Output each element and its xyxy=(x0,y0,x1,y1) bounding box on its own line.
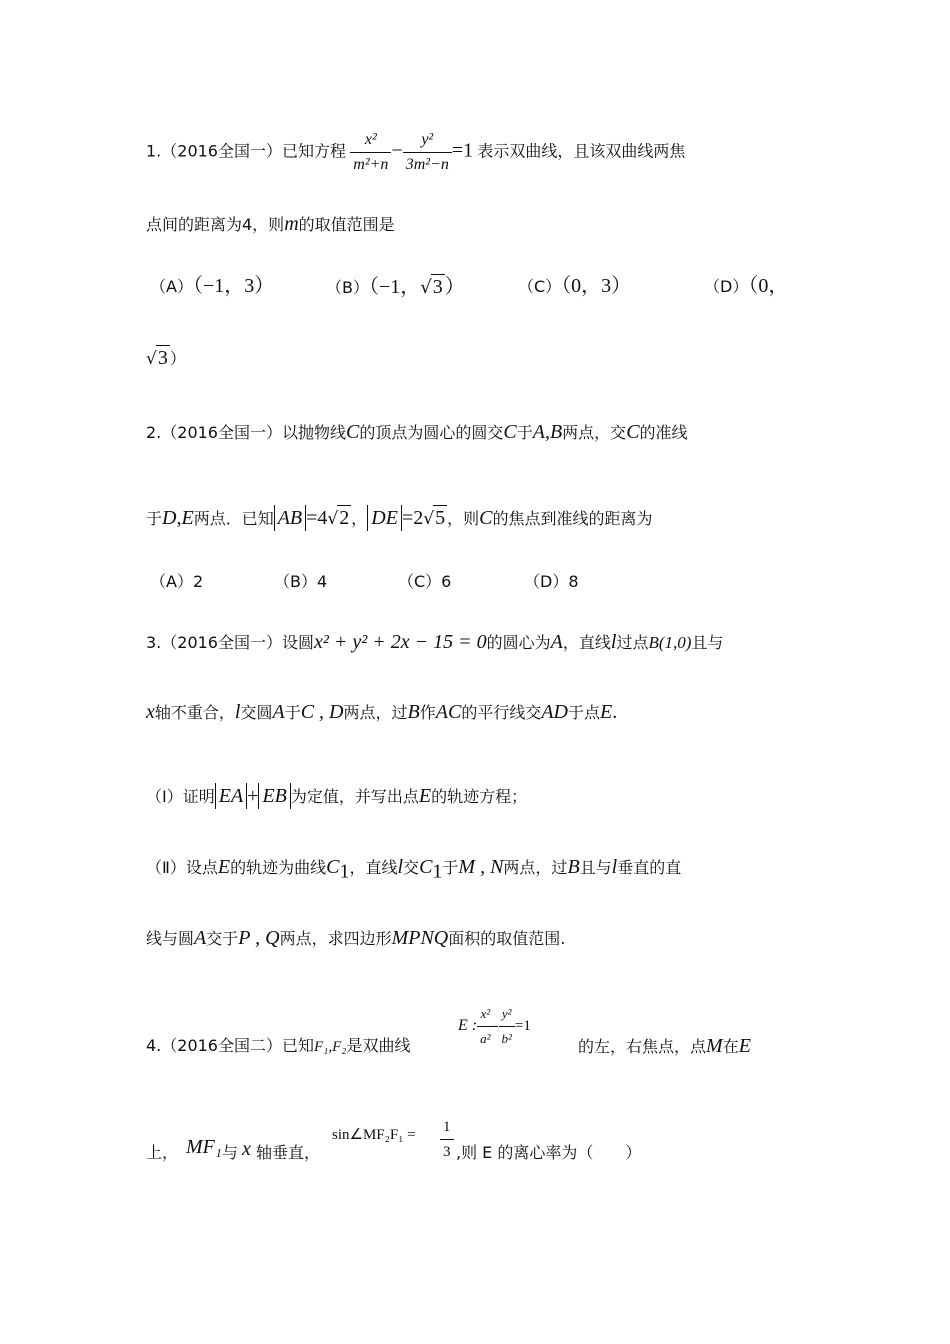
absolute-value: AB xyxy=(274,505,306,531)
problem-1-line-1 xyxy=(146,128,810,177)
sqrt-symbol: √ xyxy=(423,509,435,529)
fraction xyxy=(440,1115,454,1164)
subscript: 1 xyxy=(339,860,350,883)
part-label: （Ⅰ）证明 xyxy=(146,787,215,806)
equation-rhs: =1 xyxy=(514,1017,531,1034)
hyperbola-equation xyxy=(458,1002,531,1051)
problem-text: 的圆心为 xyxy=(486,633,551,652)
problem-4-line-1 xyxy=(146,1006,810,1080)
option-value: （−1，3） xyxy=(192,275,275,297)
fraction-denominator: 3 xyxy=(443,1144,451,1160)
math-var: C xyxy=(419,856,433,878)
problem-number: 3. xyxy=(146,633,162,652)
problem-text: ，直线 xyxy=(562,633,611,652)
problem-source: （2016全国一） xyxy=(161,633,282,652)
fraction-numerator: 1 xyxy=(440,1115,454,1140)
math-var: MPNQ xyxy=(391,927,449,949)
problem-text: 的顶点为圆心的圆交 xyxy=(359,423,504,442)
math-var: C xyxy=(626,421,640,443)
math-var: F₁,F₂ xyxy=(314,1039,347,1055)
fraction xyxy=(477,1002,493,1051)
problem-text: 于 xyxy=(516,423,533,442)
math-var: A xyxy=(532,421,545,443)
problem-text: 两点．已知 xyxy=(193,509,274,528)
option-a xyxy=(150,274,274,299)
problem-text: 表示双曲线，且该双曲线两焦 xyxy=(477,141,686,161)
problem-number: 1. xyxy=(146,141,162,161)
fraction xyxy=(499,1002,515,1051)
problem-text: 两点，交 xyxy=(562,423,627,442)
math-var: E xyxy=(738,1035,751,1057)
problem-text: 交 xyxy=(403,858,420,877)
math-var: C , D xyxy=(300,701,344,723)
math-var: C xyxy=(503,421,517,443)
problem-4-line-2 xyxy=(146,1115,810,1175)
problem-1-option-d-cont xyxy=(146,345,810,371)
problem-text: 轴不重合， xyxy=(154,703,235,722)
sqrt-radicand: 2 xyxy=(339,507,350,529)
fraction-numerator: y² xyxy=(499,1002,515,1027)
math-var: A xyxy=(550,631,563,653)
problem-source: （2016全国二） xyxy=(161,1036,282,1055)
minus-sign: - xyxy=(493,1017,499,1034)
period: . xyxy=(612,701,618,723)
problem-text: 两点，过 xyxy=(343,703,408,722)
math-var: M , N xyxy=(458,856,504,878)
math-var: x xyxy=(242,1138,251,1160)
problem-text: 面积的取值范围. xyxy=(448,929,566,948)
math-var: E xyxy=(181,507,194,529)
problem-text: 的取值范围是 xyxy=(298,215,395,234)
problem-text: 以抛物线 xyxy=(282,423,347,442)
option-label: （D） xyxy=(704,277,749,296)
option-d xyxy=(704,274,788,299)
problem-text: 的轨迹为曲线 xyxy=(230,858,327,877)
math-var: l xyxy=(397,856,404,878)
option-value: ） xyxy=(444,276,465,298)
subscript: 1 xyxy=(432,860,443,883)
problem-text: 与 xyxy=(222,1143,239,1162)
problem-text: 为定值，并写出点 xyxy=(290,787,419,806)
problem-number: 4. xyxy=(146,1036,162,1055)
option-b xyxy=(326,274,465,300)
option-d: （D）8 xyxy=(524,572,579,591)
fraction xyxy=(403,128,452,177)
problem-4-intro-end xyxy=(578,1034,751,1059)
option-label: （A） xyxy=(150,277,193,296)
math-var: B xyxy=(407,701,420,723)
problem-text: 作 xyxy=(419,703,436,722)
equals-value: =2 xyxy=(401,507,424,529)
math-var: E xyxy=(600,701,613,723)
fraction-denominator: a² xyxy=(480,1031,491,1046)
problem-text: 于 xyxy=(442,858,459,877)
problem-source: （2016全国一） xyxy=(161,423,282,442)
problem-text: 上， xyxy=(146,1143,179,1162)
problem-text: 且与 xyxy=(579,858,612,877)
problem-text: 于 xyxy=(146,509,163,528)
sqrt-symbol: √ xyxy=(420,277,432,298)
fraction-numerator: x² xyxy=(350,128,391,153)
problem-3-last-line xyxy=(146,926,810,951)
math-var: MF₁ xyxy=(186,1136,222,1158)
sqrt-radicand: 5 xyxy=(435,507,446,529)
option-a: （A）2 xyxy=(150,572,204,591)
math-var: B xyxy=(549,421,563,443)
problem-text: 已知 xyxy=(282,1036,315,1055)
option-value: （0， xyxy=(748,275,789,297)
option-label: （C） xyxy=(518,277,562,296)
problem-text: ，直线 xyxy=(349,858,398,877)
problem-text: 点间的距离为4，则 xyxy=(146,215,285,234)
fraction-numerator: y² xyxy=(403,128,452,153)
problem-text: 在 xyxy=(722,1037,739,1056)
problem-text: 且与 xyxy=(691,633,724,652)
option-value: （−1， xyxy=(368,276,421,298)
math-var: P , Q xyxy=(238,927,280,949)
problem-3-part-1 xyxy=(146,783,810,809)
problem-text: 过点 xyxy=(616,633,649,652)
problem-text: ,则 E 的离心率为（ ） xyxy=(456,1143,642,1162)
problem-text: 的准线 xyxy=(639,423,688,442)
math-var: AD xyxy=(541,701,569,723)
option-value: （0，3） xyxy=(561,275,632,297)
problem-text: 的左，右焦点，点 xyxy=(578,1037,707,1056)
fraction-denominator: m²+n xyxy=(353,156,389,173)
absolute-value: EA xyxy=(215,783,247,809)
problem-text: 两点，过 xyxy=(503,858,568,877)
minus-sign: − xyxy=(391,139,403,162)
math-var: C xyxy=(346,421,360,443)
problem-number: 2. xyxy=(146,423,162,442)
problem-text: 于 xyxy=(284,703,301,722)
sine-expression: sin∠MF₂F₁ = xyxy=(332,1127,416,1143)
problem-text: ，则 xyxy=(447,509,480,528)
separator: ， xyxy=(351,509,368,528)
absolute-value: DE xyxy=(367,505,402,531)
math-var: l xyxy=(610,631,617,653)
math-var: A xyxy=(272,701,285,723)
math-var: D xyxy=(162,507,177,529)
fraction xyxy=(350,128,391,177)
math-var: AC xyxy=(435,701,462,723)
fraction-denominator: 3m²−n xyxy=(405,156,449,173)
sqrt-symbol: √ xyxy=(146,349,157,369)
math-var: l xyxy=(234,701,241,723)
equation-rhs: =1 xyxy=(451,139,474,162)
math-var: E xyxy=(418,785,432,807)
math-var: m xyxy=(284,213,299,235)
problem-text: 的平行线交 xyxy=(461,703,542,722)
problem-text: 是双曲线 xyxy=(346,1036,411,1055)
fraction-numerator: x² xyxy=(477,1002,493,1027)
problem-3-part-2 xyxy=(146,855,810,883)
problem-1-line-2 xyxy=(146,212,810,237)
problem-text: 于点 xyxy=(568,703,601,722)
problem-text: 轴垂直， xyxy=(256,1143,321,1162)
problem-source: （2016全国一） xyxy=(161,141,282,161)
problem-text: 线与圆 xyxy=(146,929,195,948)
circle-equation: x² + y² + 2x − 15 = 0 xyxy=(314,631,487,653)
option-value: ） xyxy=(169,349,186,368)
fraction-denominator: b² xyxy=(501,1031,512,1046)
option-c: （C）6 xyxy=(398,572,452,591)
math-comma: , xyxy=(176,507,182,529)
problem-3-line-1 xyxy=(146,630,810,655)
sqrt-radicand: 3 xyxy=(432,276,443,298)
problem-4-intro xyxy=(146,1034,411,1059)
sqrt-radicand: 3 xyxy=(157,347,168,369)
problem-text: 交圆 xyxy=(240,703,273,722)
equals-value: =4 xyxy=(306,507,328,529)
plus-sign: + xyxy=(247,785,259,807)
problem-text: 两点，求四边形 xyxy=(279,929,392,948)
sqrt-symbol: √ xyxy=(327,509,339,529)
absolute-value: EB xyxy=(258,783,290,809)
math-var: C xyxy=(479,507,493,529)
problem-text: 垂直的直 xyxy=(617,858,682,877)
option-b: （B）4 xyxy=(274,572,328,591)
problem-text: 交于 xyxy=(206,929,239,948)
math-var: E : xyxy=(458,1016,478,1034)
problem-text: 设圆 xyxy=(282,633,315,652)
problem-text: 的轨迹方程； xyxy=(431,787,528,806)
math-var: M xyxy=(706,1035,723,1057)
option-c xyxy=(518,274,631,299)
problem-text: 已知方程 xyxy=(282,141,347,161)
math-var: x xyxy=(146,701,155,723)
math-var: l xyxy=(611,856,618,878)
part-label: （Ⅱ）设点 xyxy=(146,858,218,877)
problem-2-line-1 xyxy=(146,420,810,445)
math-comma: , xyxy=(544,421,550,443)
math-var: C xyxy=(326,856,340,878)
point-b: B(1,0) xyxy=(648,633,692,652)
problem-3-line-2 xyxy=(146,700,810,725)
math-var: B xyxy=(567,856,580,878)
math-var: E xyxy=(217,856,231,878)
option-label: （B） xyxy=(326,278,369,297)
problem-2-line-2 xyxy=(146,505,810,531)
math-var: A xyxy=(194,927,207,949)
problem-text: 的焦点到准线的距离为 xyxy=(492,509,653,528)
